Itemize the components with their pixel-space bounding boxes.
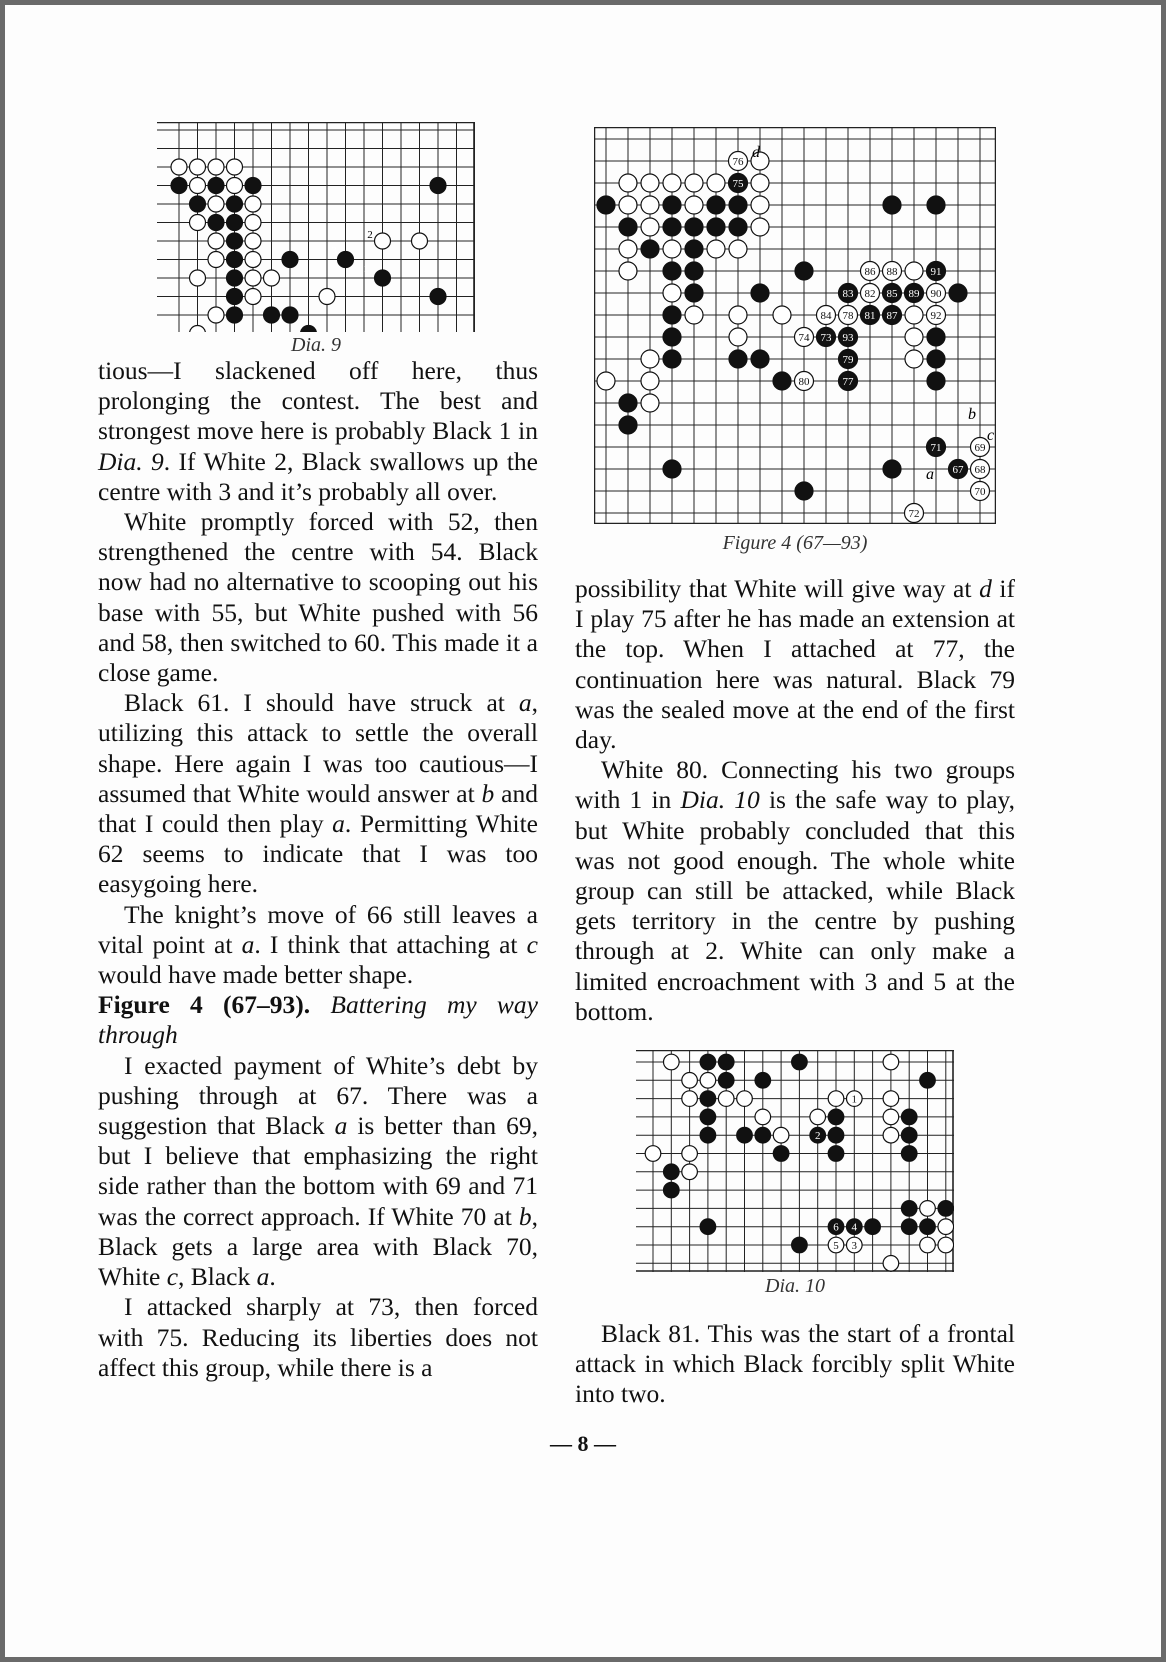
white-stone [685,306,703,324]
diagram-10-board [636,1050,954,1272]
fig4-letter-a: a [926,466,934,483]
black-stone [227,233,243,249]
fig4-letter-b: b [968,406,976,423]
black-stone [700,1054,716,1070]
black-stone [920,1219,936,1235]
white-stone [883,1091,899,1107]
move-label-68: 68 [974,464,986,476]
black-stone [301,326,317,333]
move-label-86: 86 [864,266,876,278]
black-stone [171,178,187,194]
black-stone [773,1146,789,1162]
left-column [98,356,538,1383]
white-stone [920,1237,936,1253]
black-stone [227,307,243,323]
white-stone [645,1146,661,1162]
black-stone [927,372,945,390]
move-label-82: 82 [864,288,876,300]
white-stone [190,178,206,194]
black-stone [901,1219,917,1235]
section-heading: Figure 4 (67–93). Battering my way through [98,990,538,1050]
dia10-move-label-4: 4 [851,1221,858,1234]
left-paragraph-5: I exacted payment of White’s debt by pushing through at 67. There was a suggestion that Black a is better than 69, but I believe that emphasizing the right side rather than the bottom with 69 and 71 was the correct approach. If White 70 at b, Black gets a large area with Black 70, White c, Black a. [98,1050,538,1292]
move-label-87: 87 [886,310,898,322]
black-stone [190,196,206,212]
black-stone [828,1109,844,1125]
black-stone [619,394,637,412]
white-stone [190,326,206,333]
black-stone [245,178,261,194]
black-stone [663,350,681,368]
move-label-71: 71 [930,442,942,454]
white-stone [938,1219,954,1235]
white-stone [208,307,224,323]
black-stone [685,284,703,302]
black-stone [619,416,637,434]
black-stone [685,218,703,236]
left-paragraph-2: White promptly forced with 52, then strengthened the centre with 54. Black now had no alternative to scooping out his base with 55, but White pushed with 56 and 58, then switched to 60. This made it a close game. [98,507,538,688]
white-stone [905,306,923,324]
white-stone [190,215,206,231]
white-stone [171,159,187,175]
white-stone [905,262,923,280]
black-stone [901,1109,917,1125]
white-stone [208,233,224,249]
black-stone [792,1237,808,1253]
dia10-caption: Dia. 10 [765,1275,825,1297]
black-stone [264,307,280,323]
black-stone [865,1219,881,1235]
white-stone [729,306,747,324]
white-stone [773,1127,789,1143]
black-stone [700,1127,716,1143]
black-stone [751,350,769,368]
black-stone [718,1073,734,1089]
black-stone [828,1127,844,1143]
white-stone [755,1109,771,1125]
black-stone [663,328,681,346]
white-stone [737,1091,753,1107]
black-stone [227,196,243,212]
black-stone [755,1127,771,1143]
dia10-move-label-6: 6 [833,1221,839,1234]
black-stone [430,289,446,305]
move-label-91: 91 [930,266,942,278]
white-stone [641,350,659,368]
white-stone [619,262,637,280]
black-stone [664,1164,680,1180]
dia9-label-2: 2 [367,229,373,241]
black-stone [685,240,703,258]
white-stone [663,284,681,302]
move-label-73: 73 [820,332,832,344]
black-stone [901,1127,917,1143]
black-stone [901,1146,917,1162]
white-stone [641,372,659,390]
right-paragraph-3: Black 81. This was the start of a frontal attack in which Black forcibly split White into two. [575,1319,1015,1409]
black-stone [901,1201,917,1217]
white-stone [810,1109,826,1125]
black-stone [663,262,681,280]
black-stone [792,1054,808,1070]
white-stone [718,1091,734,1107]
black-stone [663,196,681,214]
white-stone [700,1073,716,1089]
white-stone [641,218,659,236]
white-stone [190,159,206,175]
black-stone [927,350,945,368]
black-stone [795,262,813,280]
white-stone [938,1237,954,1253]
white-stone [883,1256,899,1272]
black-stone [641,240,659,258]
black-stone [700,1091,716,1107]
dia10-move-label-5: 5 [833,1240,839,1252]
white-stone [245,252,261,268]
move-label-75: 75 [732,178,744,190]
move-label-81: 81 [864,310,876,322]
white-stone [905,328,923,346]
dia9-label-1: 1 [363,263,369,275]
right-paragraph-2: White 80. Connecting his two groups with 1 in Dia. 10 is the safe way to play, but White probably concluded that this was not good enough. The whole white group can still be attacked, while Black gets territory in the centre by pushing through at 2. White can only make a limited encroachment with 3 and 5 at the bottom. [575,755,1016,1026]
figure-4-caption: Figure 4 (67—93) [722,532,868,554]
white-stone [682,1164,698,1180]
white-stone [751,218,769,236]
black-stone [208,178,224,194]
white-stone [751,174,769,192]
white-stone [729,240,747,258]
black-stone [685,262,703,280]
white-stone [663,240,681,258]
right-column [575,574,1015,1027]
black-stone [883,460,901,478]
right-column-bottom [575,1319,1015,1410]
move-label-79: 79 [842,354,854,366]
right-paragraph-1: possibility that White will give way at d if I play 75 after he has made an extension at the top. When I attached at 77, the continuation here was natural. Black 79 was the sealed move at the end of the first day. [575,574,1016,755]
white-stone [245,196,261,212]
black-stone [729,196,747,214]
white-stone [682,1073,698,1089]
white-stone [682,1091,698,1107]
white-stone [682,1146,698,1162]
black-stone [338,252,354,268]
move-label-70: 70 [974,486,986,498]
black-stone [227,252,243,268]
black-stone [664,1182,680,1198]
white-stone [190,270,206,286]
white-stone [664,1054,680,1070]
move-label-78: 78 [842,310,854,322]
move-label-74: 74 [798,332,810,344]
left-paragraph-1: tious—I slackened off here, thus prolonging the contest. The best and strongest move here is probably Black 1 in Dia. 9. If White 2, Black swallows up the centre with 3 and it’s probably all over. [98,356,538,506]
move-label-84: 84 [820,310,832,322]
white-stone [641,394,659,412]
figure-4-board [594,127,996,524]
black-stone [227,215,243,231]
move-label-67: 67 [952,464,964,476]
diagram-9-board [157,122,475,332]
move-label-72: 72 [908,508,920,520]
white-stone [208,252,224,268]
move-label-89: 89 [908,288,920,300]
white-stone [883,1109,899,1125]
white-stone [641,174,659,192]
dia10-move-label-3: 3 [851,1240,858,1252]
black-stone [883,196,901,214]
white-stone [245,270,261,286]
black-stone [663,306,681,324]
white-stone [412,233,428,249]
black-stone [927,196,945,214]
black-stone [938,1201,954,1217]
black-stone [751,284,769,302]
black-stone [707,218,725,236]
black-stone [729,218,747,236]
black-stone [755,1073,771,1089]
move-label-85: 85 [886,288,898,300]
white-stone [707,240,725,258]
white-stone [245,215,261,231]
move-label-90: 90 [930,288,942,300]
white-stone [751,196,769,214]
white-stone [685,174,703,192]
black-stone [375,270,391,286]
white-stone [641,196,659,214]
black-stone [619,218,637,236]
black-stone [920,1073,936,1089]
black-stone [707,196,725,214]
move-label-76: 76 [732,156,744,168]
move-label-93: 93 [842,332,854,344]
white-stone [245,233,261,249]
white-stone [707,174,725,192]
white-stone [597,372,615,390]
move-label-83: 83 [842,288,854,300]
black-stone [828,1146,844,1162]
black-stone [282,307,298,323]
fig4-letter-d: d [752,144,760,161]
white-stone [920,1201,936,1217]
white-stone [264,270,280,286]
left-paragraph-6: I attacked sharply at 73, then forced with 75. Reducing its liberties does not affect this group, while there is a [98,1292,538,1382]
white-stone [227,178,243,194]
white-stone [619,196,637,214]
white-stone [619,240,637,258]
white-stone [883,1127,899,1143]
white-stone [905,350,923,368]
move-label-88: 88 [886,266,898,278]
left-paragraph-4: The knight’s move of 66 still leaves a vital point at a. I think that attaching at c would have made better shape. [98,899,538,990]
black-stone [700,1219,716,1235]
dia10-move-label-1: 1 [851,1093,858,1106]
black-stone [700,1109,716,1125]
dia10-move-label-2: 2 [814,1130,821,1143]
white-stone [663,174,681,192]
white-stone [729,328,747,346]
black-stone [663,460,681,478]
white-stone [685,196,703,214]
black-stone [227,289,243,305]
black-stone [729,350,747,368]
white-stone [773,306,791,324]
white-stone [619,174,637,192]
book-page [5,5,1161,1657]
white-stone [227,159,243,175]
fig4-letter-c: c [987,427,995,444]
white-stone [208,196,224,212]
black-stone [795,482,813,500]
black-stone [227,270,243,286]
white-stone [208,159,224,175]
black-stone [927,328,945,346]
black-stone [597,196,615,214]
dia9-label-3: 3 [331,245,337,257]
page-number: — 8 — [550,1431,616,1456]
dia9-caption: Dia. 9 [291,334,341,356]
move-label-69: 69 [974,442,986,454]
black-stone [208,215,224,231]
black-stone [282,252,298,268]
move-label-92: 92 [930,310,942,322]
left-paragraph-3: Black 61. I should have struck at a, utilizing this attack to settle the overall shape. Here again I was too cautious—I assumed that White would answer at b and that I could then play a. Permitting White 62 seems to indicate that I was too easygoing here. [98,688,538,899]
white-stone [883,1054,899,1070]
black-stone [718,1054,734,1070]
black-stone [949,284,967,302]
move-label-80: 80 [798,376,810,388]
white-stone [375,233,391,249]
black-stone [737,1127,753,1143]
move-label-77: 77 [842,376,854,388]
black-stone [663,218,681,236]
black-stone [773,372,791,390]
white-stone [245,289,261,305]
black-stone [430,178,446,194]
white-stone [828,1091,844,1107]
white-stone [319,289,335,305]
